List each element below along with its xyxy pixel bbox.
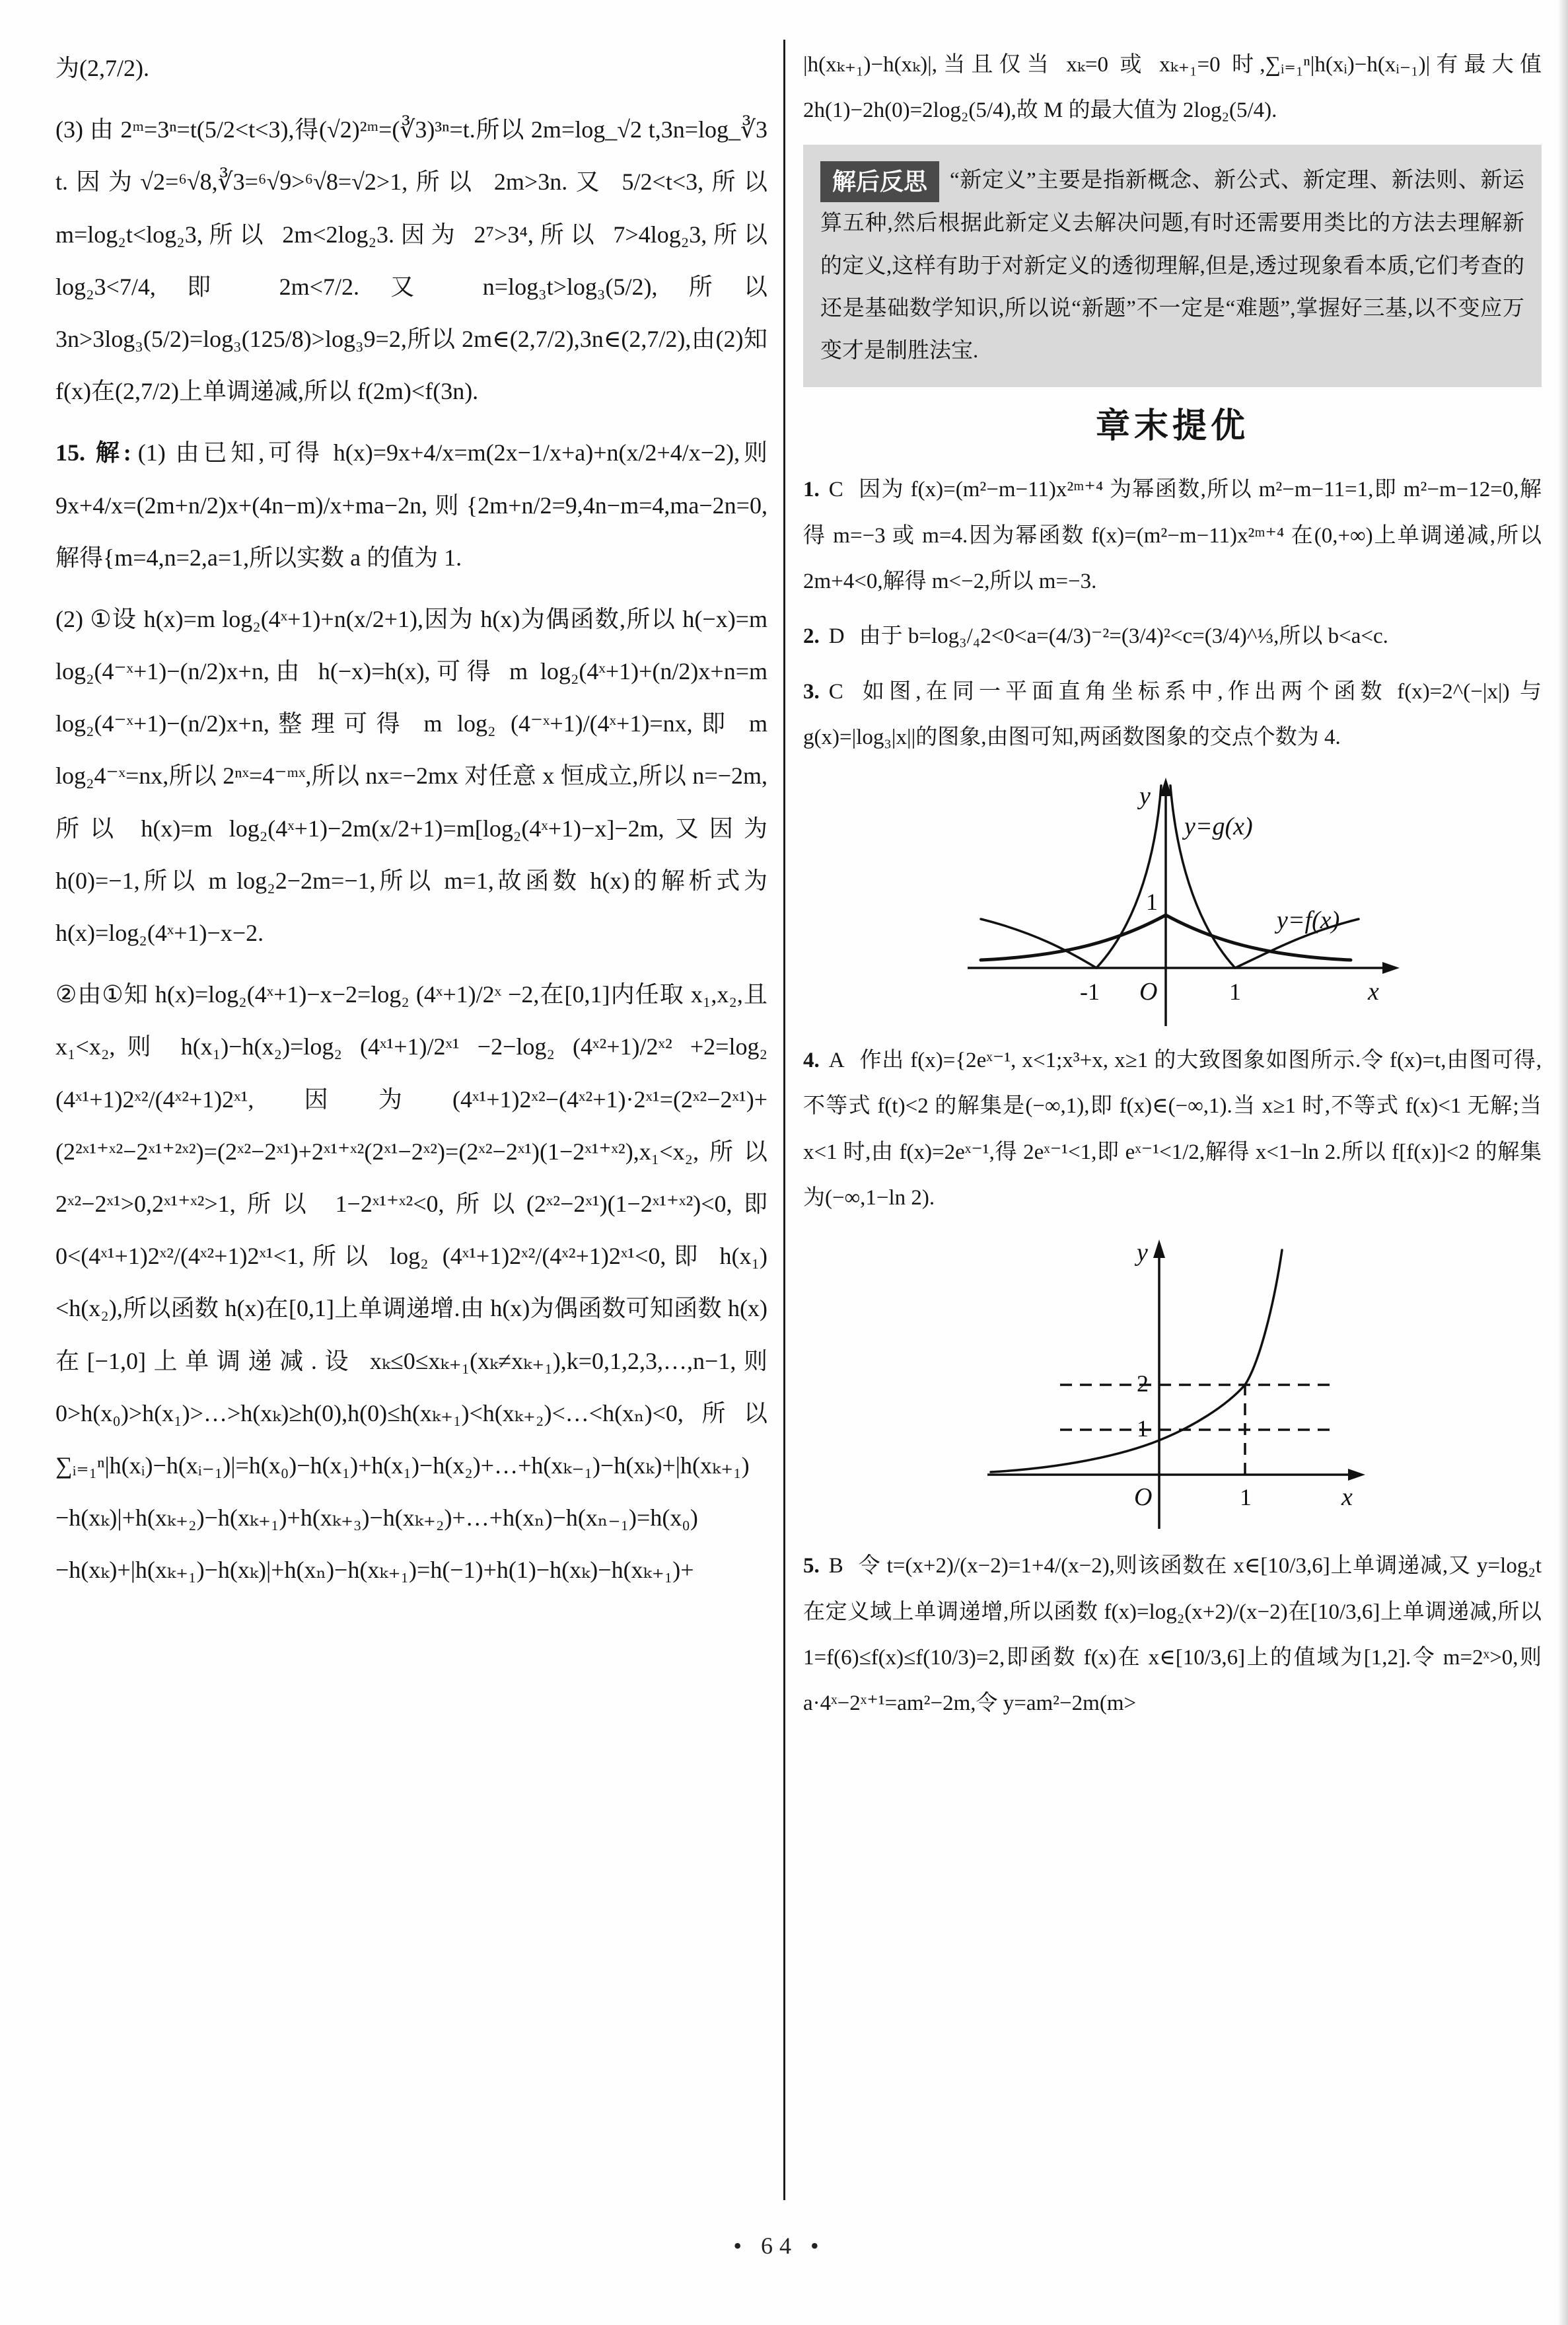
- solution-paragraph-15: [55, 427, 767, 584]
- left-column: [55, 42, 767, 2223]
- graph-piecewise-function: [961, 1230, 1384, 1534]
- scan-shadow-edge: [1557, 0, 1568, 2325]
- problem-text: 因为 f(x)=(m²−m−11)x²ᵐ⁺⁴ 为幂函数,所以 m²−m−11=1,即 m²−m−12=0,解得 m=−3 或 m=4.因为幂函数 f(x)=(m²−m−11)x²ᵐ⁺⁴ 在(0,+∞)上单调递减,所以 2m+4<0,解得 m<−2,所以 m=−3.: [803, 478, 1542, 593]
- x-axis-arrow-icon: [1348, 1469, 1365, 1481]
- problem-text: 由于 b=log₃/₄2<0<a=(4/3)⁻²=(3/4)²<c=(3/4)^⅓,所以 b<a<c.: [859, 624, 1388, 649]
- paragraph-text: 为(2,7/2).: [55, 55, 149, 81]
- origin-label: O: [1139, 978, 1158, 1006]
- graph-two-functions: [941, 770, 1404, 1029]
- page-number: • 64 •: [733, 2233, 826, 2259]
- answer-letter: C: [828, 478, 843, 502]
- reflection-text: “新定义”主要是指新概念、新公式、新定理、新法则、新运算五种,然后根据此新定义去解决问题,有时还需要用类比的方法去理解新的定义,这样有助于对新定义的透彻理解,但是,透过现象看本质,它们考查的还是基础数学知识,所以说“新题”不一定是“难题”,掌握好三基,以不变应万变才是制胜法宝.: [820, 168, 1524, 363]
- paragraph-text: (1) 由已知,可得 h(x)=9x+4/x=m(2x−1/x+a)+n(x/2+4/x−2),则 9x+4/x=(2m+n/2)x+(4n−m)/x+ma−2n,则{2m+n/2=9,4n−m=4,ma−2n=0,解得{m=4,n=2,a=1,所以实数 a 的值为 1.: [55, 439, 767, 571]
- y-tick-1: 1: [1146, 889, 1158, 916]
- problem-number: 4.: [803, 1049, 820, 1073]
- paragraph-text: (3) 由 2ᵐ=3ⁿ=t(5/2<t<3),得(√2)²ᵐ=(∛3)³ⁿ=t.所以 2m=log_√2 t,3n=log_∛3 t.因为√2=⁶√8,∛3=⁶√9>⁶√8=√2>1,所以 2m>3n.又 5/2<t<3,所以 m=log₂t<log₂3,所以 2m<2log₂3.因为 2⁷>3⁴,所以 7>4log₂3,所以 log₂3<7/4,即 2m<7/2.又 n=log₃t>log₃(5/2),所以 3n>3log₃(5/2)=log₃(125/8)>log₃9=2,所以 2m∈(2,7/2),3n∈(2,7/2),由(2)知 f(x)在(2,7/2)上单调递减,所以 f(2m)<f(3n).: [55, 116, 767, 405]
- section-heading: 章末提优: [1095, 406, 1249, 445]
- solution-continuation: [803, 42, 1542, 134]
- curve-g-label: y=g(x): [1184, 813, 1253, 841]
- problem-1: [803, 467, 1542, 605]
- problem-number: 3.: [803, 679, 820, 704]
- x-axis-label: x: [1341, 1483, 1353, 1512]
- figure-problem-3: [803, 770, 1542, 1029]
- origin-label: O: [1134, 1483, 1153, 1512]
- solution-paragraph: [55, 42, 767, 94]
- problem-number: 15.: [55, 439, 85, 466]
- y-axis-label: y: [1139, 782, 1151, 811]
- x-tick-1: 1: [1229, 978, 1241, 1006]
- solution-paragraph: [55, 969, 767, 1596]
- x-axis-arrow-icon: [1382, 962, 1400, 974]
- column-divider: [783, 40, 785, 2200]
- problem-3: [803, 669, 1542, 761]
- y-tick-2: 2: [1137, 1370, 1149, 1397]
- right-column: [803, 42, 1542, 2308]
- problem-number: 5.: [803, 1554, 820, 1578]
- x-axis-label: x: [1368, 978, 1379, 1006]
- answer-letter: B: [828, 1554, 843, 1578]
- problem-text: 作出 f(x)={2eˣ⁻¹, x<1;x³+x, x≥1 的大致图象如图所示.令 f(x)=t,由图可得,不等式 f(t)<2 的解集是(−∞,1),即 f(x)∈(−∞,1).当 x≥1 时,不等式 f(x)<1 无解;当 x<1 时,由 f(x)=2eˣ⁻¹,得 2eˣ⁻¹<1,即 eˣ⁻¹<1/2,解得 x<1−ln 2.所以 f[f(x)]<2 的解集为(−∞,1−ln 2).: [803, 1049, 1542, 1210]
- solution-paragraph: [55, 104, 767, 418]
- paragraph-text: ②由①知 h(x)=log₂(4ˣ+1)−x−2=log₂ (4ˣ+1)/2ˣ −2,在[0,1]内任取 x₁,x₂,且 x₁<x₂,则 h(x₁)−h(x₂)=log₂ (4ˣ¹+1)/2ˣ¹ −2−log₂ (4ˣ²+1)/2ˣ² +2=log₂ (4ˣ¹+1)2ˣ²/(4ˣ²+1)2ˣ¹,因为(4ˣ¹+1)2ˣ²−(4ˣ²+1)·2ˣ¹=(2ˣ²−2ˣ¹)+(2²ˣ¹⁺ˣ²−2ˣ¹⁺²ˣ²)=(2ˣ²−2ˣ¹)+2ˣ¹⁺ˣ²(2ˣ¹−2ˣ²)=(2ˣ²−2ˣ¹)(1−2ˣ¹⁺ˣ²),x₁<x₂,所以 2ˣ²−2ˣ¹>0,2ˣ¹⁺ˣ²>1,所以 1−2ˣ¹⁺ˣ²<0,所以(2ˣ²−2ˣ¹)(1−2ˣ¹⁺ˣ²)<0,即 0<(4ˣ¹+1)2ˣ²/(4ˣ²+1)2ˣ¹<1,所以 log₂ (4ˣ¹+1)2ˣ²/(4ˣ²+1)2ˣ¹<0,即 h(x₁)<h(x₂),所以函数 h(x)在[0,1]上单调递增.由 h(x)为偶函数可知函数 h(x)在[−1,0]上单调递减.设 xₖ≤0≤xₖ₊₁(xₖ≠xₖ₊₁),k=0,1,2,3,…,n−1,则 0>h(x₀)>h(x₁)>…>h(xₖ)≥h(0),h(0)≤h(xₖ₊₁)<h(xₖ₊₂)<…<h(xₙ)<0,所以 ∑ᵢ₌₁ⁿ|h(xᵢ)−h(xᵢ₋₁)|=h(x₀)−h(x₁)+h(x₁)−h(x₂)+…+h(xₖ₋₁)−h(xₖ)+|h(xₖ₊₁)−h(xₖ)|+h(xₖ₊₂)−h(xₖ₊₁)+h(xₖ₊₃)−h(xₖ₊₂)+…+h(xₙ)−h(xₙ₋₁)=h(x₀)−h(xₖ)+|h(xₖ₊₁)−h(xₖ)|+h(xₙ)−h(xₖ₊₁)=h(−1)+h(1)−h(xₖ)−h(xₖ₊₁)+: [55, 981, 767, 1584]
- problem-text: 令 t=(x+2)/(x−2)=1+4/(x−2),则该函数在 x∈[10/3,6]上单调递减,又 y=log₂t 在定义域上单调递增,所以函数 f(x)=log₂(x+2)/(x−2)在[10/3,6]上单调递减,所以 1=f(6)≤f(x)≤f(10/3)=2,即函数 f(x)在 x∈[10/3,6]上的值域为[1,2].令 m=2ˣ>0,则 a·4ˣ−2ˣ⁺¹=am²−2m,令 y=am²−2m(m>: [803, 1554, 1542, 1716]
- problem-number: 1.: [803, 478, 820, 502]
- y-axis-label: y: [1137, 1239, 1148, 1267]
- problem-5: [803, 1543, 1542, 1726]
- answer-letter: D: [828, 624, 845, 649]
- solution-paragraph: [55, 593, 767, 959]
- reflection-label: 解后反思: [820, 161, 939, 203]
- answer-letter: C: [828, 679, 843, 704]
- x-tick-neg1: -1: [1080, 978, 1100, 1006]
- problem-2: [803, 614, 1542, 659]
- y-axis-arrow-icon: [1153, 1239, 1165, 1258]
- curve-f-label: y=f(x): [1277, 906, 1340, 935]
- paragraph-text: (2) ①设 h(x)=m log₂(4ˣ+1)+n(x/2+1),因为 h(x)为偶函数,所以 h(−x)=m log₂(4⁻ˣ+1)−(n/2)x+n,由 h(−x)=h(x),可得 m log₂(4ˣ+1)+(n/2)x+n=m log₂(4⁻ˣ+1)−(n/2)x+n,整理可得 m log₂ (4⁻ˣ+1)/(4ˣ+1)=nx,即 m log₂4⁻ˣ=nx,所以 2ⁿˣ=4⁻ᵐˣ,所以 nx=−2mx 对任意 x 恒成立,所以 n=−2m,所以 h(x)=m log₂(4ˣ+1)−2m(x/2+1)=m[log₂(4ˣ+1)−x]−2m,又因为 h(0)=−1,所以 m log₂2−2m=−1,所以 m=1,故函数 h(x)的解析式为 h(x)=log₂(4ˣ+1)−x−2.: [55, 605, 767, 946]
- solution-label: 解:: [92, 439, 131, 466]
- x-tick-1: 1: [1240, 1484, 1252, 1511]
- y-tick-1: 1: [1137, 1415, 1149, 1442]
- answer-letter: A: [828, 1049, 845, 1073]
- problem-4: [803, 1038, 1542, 1221]
- reflection-box: [803, 145, 1542, 387]
- paragraph-text: |h(xₖ₊₁)−h(xₖ)|,当且仅当 xₖ=0 或 xₖ₊₁=0 时,∑ᵢ₌₁ⁿ|h(xᵢ)−h(xᵢ₋₁)|有最大值 2h(1)−2h(0)=2log₂(5/4),故 M 的最大值为 2log₂(5/4).: [803, 53, 1542, 123]
- problem-number: 2.: [803, 624, 820, 649]
- figure-problem-4: [803, 1230, 1542, 1534]
- problem-text: 如图,在同一平面直角坐标系中,作出两个函数 f(x)=2^(−|x|) 与 g(x)=|log₃|x||的图象,由图可知,两函数图象的交点个数为 4.: [803, 679, 1542, 749]
